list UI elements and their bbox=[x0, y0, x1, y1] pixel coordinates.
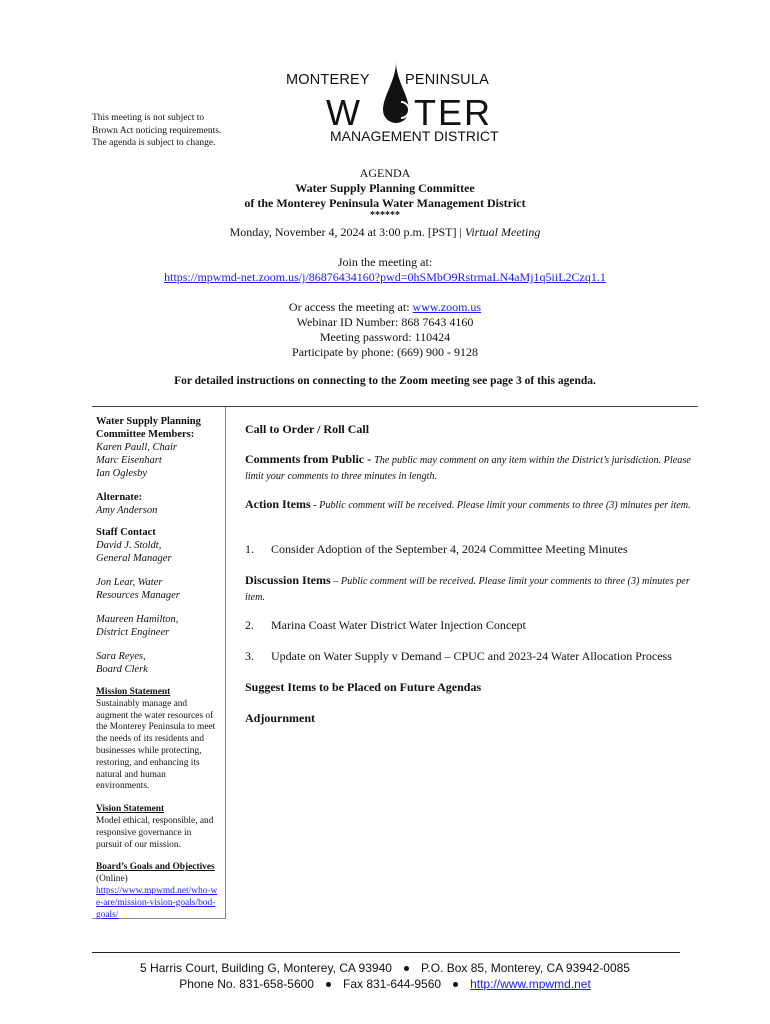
staff-title: Staff Contact bbox=[96, 527, 156, 538]
bullet-icon bbox=[404, 966, 409, 971]
meeting-password: Meeting password: 110424 bbox=[319, 330, 451, 344]
footer-po-box: P.O. Box 85, Monterey, CA 93942-0085 bbox=[420, 961, 630, 975]
action-items-section bbox=[245, 497, 695, 513]
member-name: Ian Oglesby bbox=[96, 468, 148, 479]
column-divider bbox=[225, 407, 226, 919]
meeting-notice bbox=[92, 112, 292, 150]
meeting-format: Virtual Meeting bbox=[464, 225, 541, 239]
notice-line: This meeting is not subject to bbox=[92, 113, 205, 123]
staff-name: Maureen Hamilton, bbox=[96, 614, 179, 625]
staff-role: Resources Manager bbox=[96, 590, 180, 601]
zoom-meeting-link[interactable]: https://mpwmd-net.zoom.us/j/86876434160?pwd=0hSMbO9RstrmaLN4aMj1q5iiL2Czq1.1 bbox=[164, 270, 606, 284]
call-to-order: Call to Order / Roll Call bbox=[245, 422, 370, 436]
footer-website-link[interactable]: http://www.mpwmd.net bbox=[470, 977, 591, 991]
footer-contact bbox=[0, 977, 770, 991]
staff-role: General Manager bbox=[96, 553, 172, 564]
comments-note: The public may comment on any item within the District’s jurisdiction. Please limit your comments to three minutes in length. bbox=[245, 455, 691, 482]
suggest-items: Suggest Items to be Placed on Future Agendas bbox=[245, 680, 482, 694]
action-note: - Public comment will be received. Please limit your comments to three (3) minutes per item. bbox=[310, 500, 691, 511]
discussion-note: – Public comment will be received. Please limit your comments to three (3) minutes per item. bbox=[245, 576, 690, 603]
phone-access: Participate by phone: (669) 900 - 9128 bbox=[292, 345, 478, 359]
member-name: Karen Paull, Chair bbox=[96, 442, 177, 453]
vision-title: Vision Statement bbox=[96, 804, 165, 815]
logo-text-management: MANAGEMENT DISTRICT bbox=[330, 128, 499, 144]
notice-line: The agenda is subject to change. bbox=[92, 138, 216, 148]
table-top-rule bbox=[92, 406, 698, 407]
public-comments-section bbox=[245, 452, 695, 484]
notice-line: Brown Act noticing requirements. bbox=[92, 125, 222, 136]
discussion-items-section bbox=[245, 573, 695, 605]
member-name: Marc Eisenhart bbox=[96, 455, 162, 466]
stars-separator: ****** bbox=[370, 210, 400, 221]
zoom-site-link[interactable]: www.zoom.us bbox=[412, 300, 482, 314]
vision-text: Model ethical, responsible, and responsive governance in pursuit of our mission. bbox=[96, 815, 214, 850]
district-title: of the Monterey Peninsula Water Management District bbox=[244, 196, 526, 210]
bullet-icon bbox=[326, 982, 331, 987]
footer-street: 5 Harris Court, Building G, Monterey, CA 93940 bbox=[140, 961, 392, 975]
staff-name: David J. Stoldt, bbox=[96, 540, 162, 551]
sidebar bbox=[96, 415, 218, 930]
goals-link[interactable]: https://www.mpwmd.net/who-we-are/mission-vision-goals/bod-goals/ bbox=[96, 885, 218, 920]
footer-fax: Fax 831-644-9560 bbox=[342, 977, 442, 991]
alternate-title: Alternate: bbox=[96, 492, 143, 503]
footer-address bbox=[0, 961, 770, 975]
adjournment: Adjournment bbox=[245, 711, 316, 725]
district-logo bbox=[286, 62, 499, 150]
footer-rule bbox=[92, 952, 680, 953]
staff-name: Jon Lear, Water bbox=[96, 577, 163, 588]
item-text: Marina Coast Water District Water Injection Concept bbox=[271, 618, 526, 632]
bullet-icon bbox=[453, 982, 458, 987]
item-number: 1. bbox=[245, 542, 254, 556]
agenda-item-1 bbox=[245, 542, 695, 557]
zoom-instructions: For detailed instructions on connecting to the Zoom meeting see page 3 of this agenda. bbox=[174, 375, 596, 387]
logo-text-w: W bbox=[326, 92, 362, 133]
join-label: Join the meeting at: bbox=[337, 255, 433, 269]
action-title: Action Items bbox=[245, 497, 311, 511]
logo-text-ter: TER bbox=[414, 92, 492, 133]
staff-name: Sara Reyes, bbox=[96, 651, 146, 662]
logo-text-monterey: MONTEREY bbox=[286, 72, 370, 88]
comments-title: Comments from Public - bbox=[245, 452, 375, 466]
agenda-item-2 bbox=[245, 618, 695, 633]
agenda-item-3 bbox=[245, 649, 695, 664]
item-text: Update on Water Supply v Demand – CPUC and 2023-24 Water Allocation Process bbox=[271, 649, 672, 663]
discussion-title: Discussion Items bbox=[245, 573, 331, 587]
meeting-date bbox=[0, 225, 770, 240]
committee-title: Water Supply Planning Committee bbox=[295, 181, 475, 195]
members-title: Water Supply Planning Committee Members: bbox=[96, 416, 201, 440]
staff-role: Board Clerk bbox=[96, 664, 148, 675]
mission-title: Mission Statement bbox=[96, 687, 171, 697]
goals-title: Board’s Goals and Objectives bbox=[96, 862, 215, 873]
alternate-name: Amy Anderson bbox=[96, 505, 158, 516]
item-text: Consider Adoption of the September 4, 2024 Committee Meeting Minutes bbox=[271, 542, 628, 556]
webinar-id: Webinar ID Number: 868 7643 4160 bbox=[296, 315, 474, 329]
goals-suffix: (Online) bbox=[96, 874, 128, 885]
footer-phone: Phone No. 831-658-5600 bbox=[179, 977, 314, 991]
logo-text-peninsula: PENINSULA bbox=[405, 72, 489, 88]
item-number: 2. bbox=[245, 618, 254, 632]
access-prefix: Or access the meeting at: bbox=[288, 300, 413, 314]
access-line bbox=[0, 300, 770, 315]
item-number: 3. bbox=[245, 649, 254, 663]
mission-text: Sustainably manage and augment the water resources of the Monterey Peninsula to meet the needs of its residents and businesses while protecting, restoring, and enhancing its natural and human environments. bbox=[96, 698, 216, 792]
water-drop-icon bbox=[381, 62, 411, 128]
staff-role: District Engineer bbox=[96, 627, 170, 638]
meeting-date-text: Monday, November 4, 2024 at 3:00 p.m. [PST] | bbox=[229, 225, 465, 239]
agenda-title: AGENDA bbox=[359, 166, 411, 180]
